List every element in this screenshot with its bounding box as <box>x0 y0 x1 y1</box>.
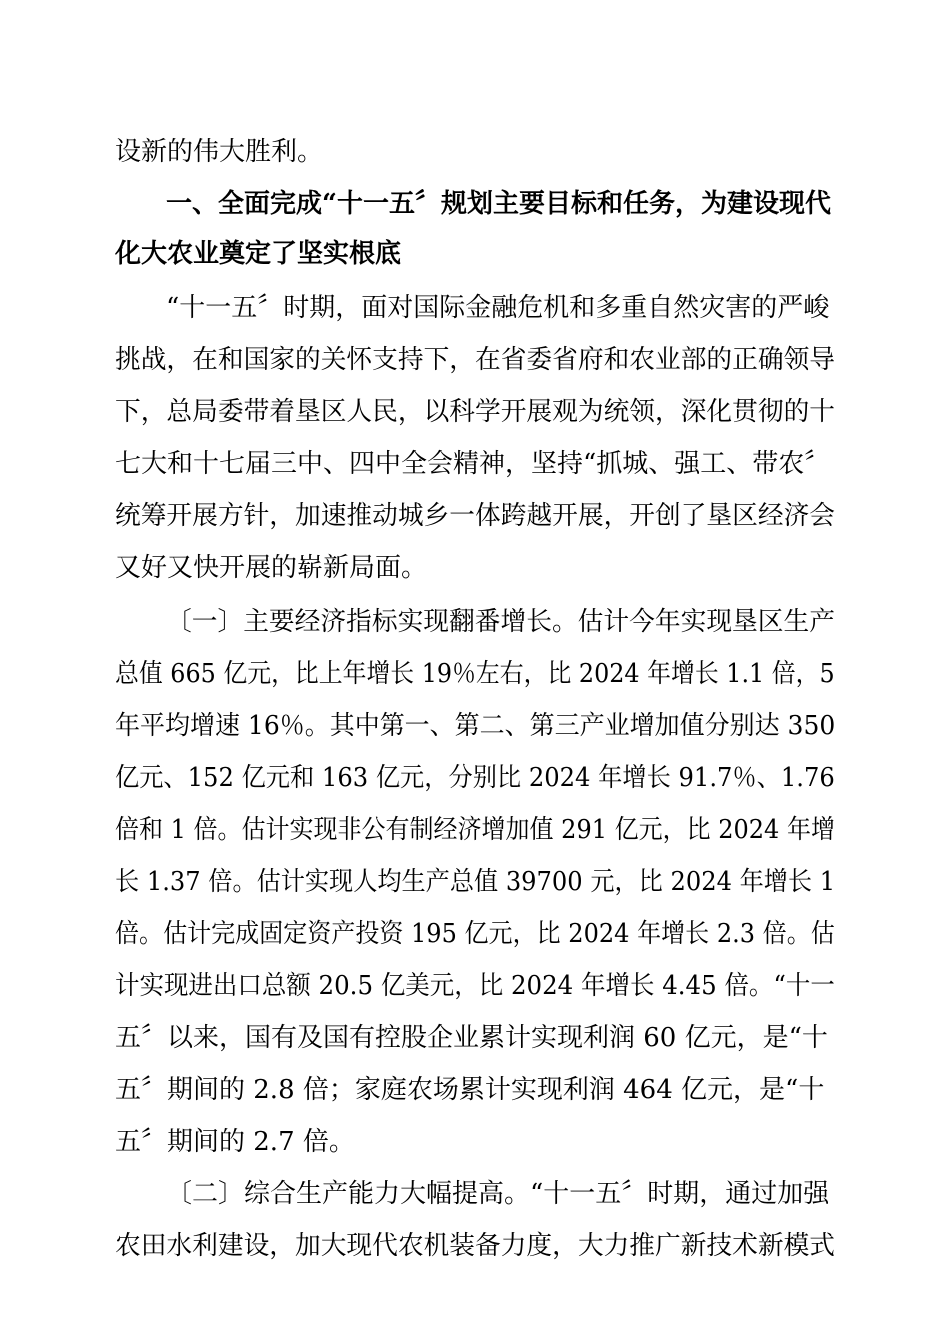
text: 五〞期间的 2.8 倍；家庭农场累计实现利润 464 亿元，是“十 <box>115 1075 825 1105</box>
body-text-line <box>0 492 950 540</box>
body-text-line <box>0 1170 950 1218</box>
text: 倍。估计完成固定资产投资 195 亿元，比 2024 年增长 2.3 倍。估 <box>115 919 835 949</box>
body-text-line <box>0 1066 950 1114</box>
text: 〔一〕主要经济指标实现翻番增长。估计今年实现垦区生产 <box>166 607 835 637</box>
body-text-line <box>0 336 950 384</box>
text: 倍和 1 倍。估计实现非公有制经济增加值 291 亿元，比 2024 年增 <box>115 815 835 845</box>
body-text-line <box>0 284 950 332</box>
text: 亿元、152 亿元和 163 亿元，分别比 2024 年增长 91.7％、1.76 <box>115 763 835 793</box>
body-text-line <box>0 806 950 854</box>
text: 化大农业奠定了坚实根底 <box>115 239 402 269</box>
text: 计实现进出口总额 20.5 亿美元，比 2024 年增长 4.45 倍。“十一 <box>115 971 835 1001</box>
section-heading-line <box>0 230 950 278</box>
text: 设新的伟大胜利。 <box>115 137 324 167</box>
body-text-line <box>0 754 950 802</box>
body-text-line <box>0 440 950 488</box>
text: 七大和十七届三中、四中全会精神，坚持“抓城、强工、带农〞 <box>115 449 831 479</box>
text: 农田水利建设，加大现代农机装备力度，大力推广新技术新模式 <box>115 1231 836 1261</box>
body-text-line <box>0 1222 950 1270</box>
text: 总值 665 亿元，比上年增长 19％左右，比 2024 年增长 1.1 倍，5 <box>115 659 835 689</box>
body-text-line <box>0 598 950 646</box>
text: 下，总局委带着垦区人民，以科学开展观为统领，深化贯彻的十 <box>115 397 836 427</box>
text: 又好又快开展的崭新局面。 <box>115 553 428 583</box>
body-text-line <box>0 650 950 698</box>
body-text-line <box>0 962 950 1010</box>
body-text-line <box>0 128 950 176</box>
text: 挑战，在和国家的关怀支持下，在省委省府和农业部的正确领导 <box>115 345 836 375</box>
text: 〔二〕综合生产能力大幅提高。“十一五〞时期，通过加强 <box>166 1179 830 1209</box>
body-text-line <box>0 1014 950 1062</box>
text: 五〞期间的 2.7 倍。 <box>115 1127 355 1157</box>
section-heading-line <box>0 180 950 228</box>
text: 五〞以来，国有及国有控股企业累计实现利润 60 亿元，是“十 <box>115 1023 828 1053</box>
body-text-line <box>0 388 950 436</box>
body-text-line <box>0 544 950 592</box>
body-text-line <box>0 858 950 906</box>
text: “十一五〞时期，面对国际金融危机和多重自然灾害的严峻 <box>166 293 830 323</box>
text: 长 1.37 倍。估计实现人均生产总值 39700 元，比 2024 年增长 1 <box>115 867 836 897</box>
text: 统筹开展方针，加速推动城乡一体跨越开展，开创了垦区经济会 <box>115 501 836 531</box>
body-text-line <box>0 910 950 958</box>
text: 一、全面完成“十一五〞规划主要目标和任务，为建设现代 <box>166 189 831 219</box>
body-text-line <box>0 702 950 750</box>
body-text-line <box>0 1118 950 1166</box>
text: 年平均增速 16％。其中第一、第二、第三产业增加值分别达 350 <box>115 711 836 741</box>
